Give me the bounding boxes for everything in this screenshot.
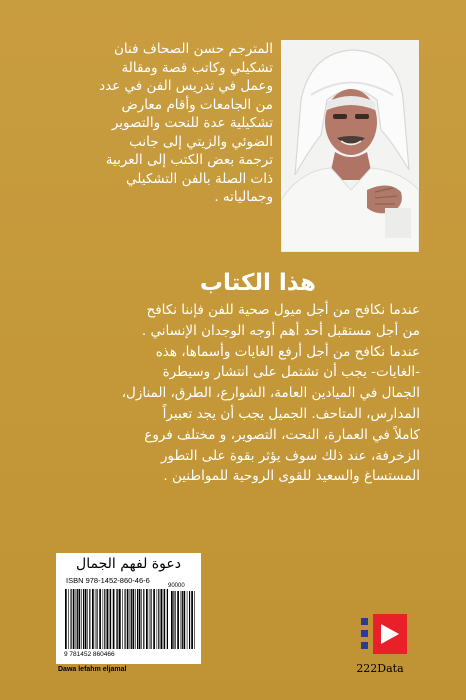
- barcode-bar: [167, 589, 168, 649]
- description-line: عندما نكافح من أجل ميول صحية للفن فإننا نكافح: [146, 302, 420, 318]
- bio-line: تشكيلي وكاتب قصة ومقالة: [121, 59, 273, 76]
- barcode-bar: [189, 591, 190, 649]
- description-line: المدارس، المتاحف. الجميل يجب أن يجد تعبيراً: [162, 405, 420, 422]
- barcode-bar: [110, 589, 111, 649]
- publisher-name: 222Data: [356, 662, 404, 675]
- barcode-bar: [130, 589, 131, 649]
- barcode-bar: [73, 589, 75, 649]
- barcode-bar: [141, 589, 142, 649]
- barcode-bar: [104, 589, 105, 649]
- barcode-bar: [171, 591, 173, 649]
- barcode-bar: [143, 589, 144, 649]
- barcode-bar: [157, 589, 158, 649]
- barcode-bar: [153, 589, 155, 649]
- barcode-bar: [181, 591, 182, 649]
- bio-line: وجمالياته .: [214, 189, 273, 205]
- barcode-bar: [151, 589, 152, 649]
- bio-line: من الجامعات وأقام معارض: [121, 96, 273, 113]
- barcode-bar: [187, 591, 188, 649]
- barcode-bar: [133, 589, 135, 649]
- barcode-bar: [116, 589, 117, 649]
- barcode-addon-bars: [170, 591, 196, 649]
- barcode-bar: [95, 589, 96, 649]
- barcode-bar: [184, 591, 186, 649]
- translator-bio: [58, 40, 273, 207]
- barcode-bar: [149, 589, 150, 649]
- barcode-bar: [113, 589, 115, 649]
- barcode-bar: [158, 589, 159, 649]
- description-line: من أجل مستقبل أحد أهم أوجه الوجدان الإنساني .: [141, 322, 420, 339]
- barcode-bars: [64, 589, 168, 649]
- description-line: -الغايات- يجب أن تشتمل على انتشار وسيطرة: [162, 364, 420, 381]
- barcode-bar: [85, 589, 87, 649]
- barcode-bar: [173, 591, 174, 649]
- description-line: الزخرفة، عند ذلك سوف يؤثر بقوة على التطور: [160, 447, 420, 464]
- barcode-bar: [194, 591, 195, 649]
- bio-line: تشكيلية عدة للنحت والتصوير: [111, 115, 273, 131]
- barcode-bar: [137, 589, 138, 649]
- barcode-bar: [87, 589, 88, 649]
- barcode-bar: [77, 589, 78, 649]
- barcode-bar: [177, 591, 179, 649]
- bio-line: ترجمة بعض الكتب إلى العربية: [105, 152, 273, 168]
- barcode-bar: [65, 589, 67, 649]
- barcode-bar: [109, 589, 110, 649]
- barcode-bar: [76, 589, 77, 649]
- barcode-bar: [125, 589, 126, 649]
- barcode-bar: [122, 589, 123, 649]
- barcode-bar: [79, 589, 81, 649]
- section-heading: هذا الكتاب: [199, 270, 316, 296]
- barcode-bar: [146, 589, 148, 649]
- barcode-bar: [139, 589, 141, 649]
- barcode-bar: [92, 589, 94, 649]
- barcode-label: [56, 553, 201, 664]
- bio-line: وعمل في تدريس الفن في عدد: [99, 78, 273, 94]
- bio-line: المترجم حسن الصحاف فنان: [113, 41, 273, 57]
- barcode-bar: [127, 589, 129, 649]
- barcode-bar: [107, 589, 109, 649]
- barcode-bar: [83, 589, 84, 649]
- barcode-bar: [182, 591, 183, 649]
- bio-line: ذات الصلة بالفن التشكيلي: [126, 170, 273, 187]
- isbn-number: ISBN 978-1452-860-46-6: [66, 576, 150, 585]
- publisher-logo-icon: [353, 612, 413, 656]
- barcode-bar: [68, 589, 69, 649]
- barcode-bar: [135, 589, 136, 649]
- book-description: [52, 300, 420, 487]
- barcode-bar: [81, 589, 82, 649]
- description-line: الجمال في الميادين العامة، الشوارع، الطرق، المنازل،: [121, 385, 420, 402]
- barcode-bar: [117, 589, 118, 649]
- price-addon-number: 90000: [168, 583, 185, 589]
- barcode-bar: [131, 589, 132, 649]
- description-line: كاملاً في العمارة، النحت، التصوير، و مختلف فروع: [144, 426, 420, 443]
- publisher-logo: [340, 612, 420, 682]
- barcode-bar: [161, 589, 163, 649]
- description-line: عندما نكافح من أجل أرفع الغايات وأسماها، هذه: [155, 343, 420, 360]
- barcode-bar: [99, 589, 101, 649]
- barcode-bar: [103, 589, 104, 649]
- barcode-book-title: دعوة لفهم الجمال: [76, 556, 181, 572]
- author-photo: [281, 40, 419, 252]
- barcode-bar: [89, 589, 90, 649]
- barcode-bar: [191, 591, 193, 649]
- barcode-bar: [164, 589, 165, 649]
- barcode-digits: 9 781452 860466: [64, 651, 115, 658]
- barcode-bar: [163, 589, 164, 649]
- latin-title: Dawa lefahm eljamal: [58, 666, 127, 673]
- barcode-bar: [97, 589, 98, 649]
- barcode-bar: [175, 591, 176, 649]
- barcode-bar: [119, 589, 121, 649]
- bio-line: الضوئي والزيتي إلى جانب: [129, 133, 273, 150]
- author-portrait-illustration: [281, 40, 419, 252]
- barcode-bar: [71, 589, 72, 649]
- description-line: المستساغ والسعيد للقوى الروحية للمواطنين .: [163, 468, 420, 485]
